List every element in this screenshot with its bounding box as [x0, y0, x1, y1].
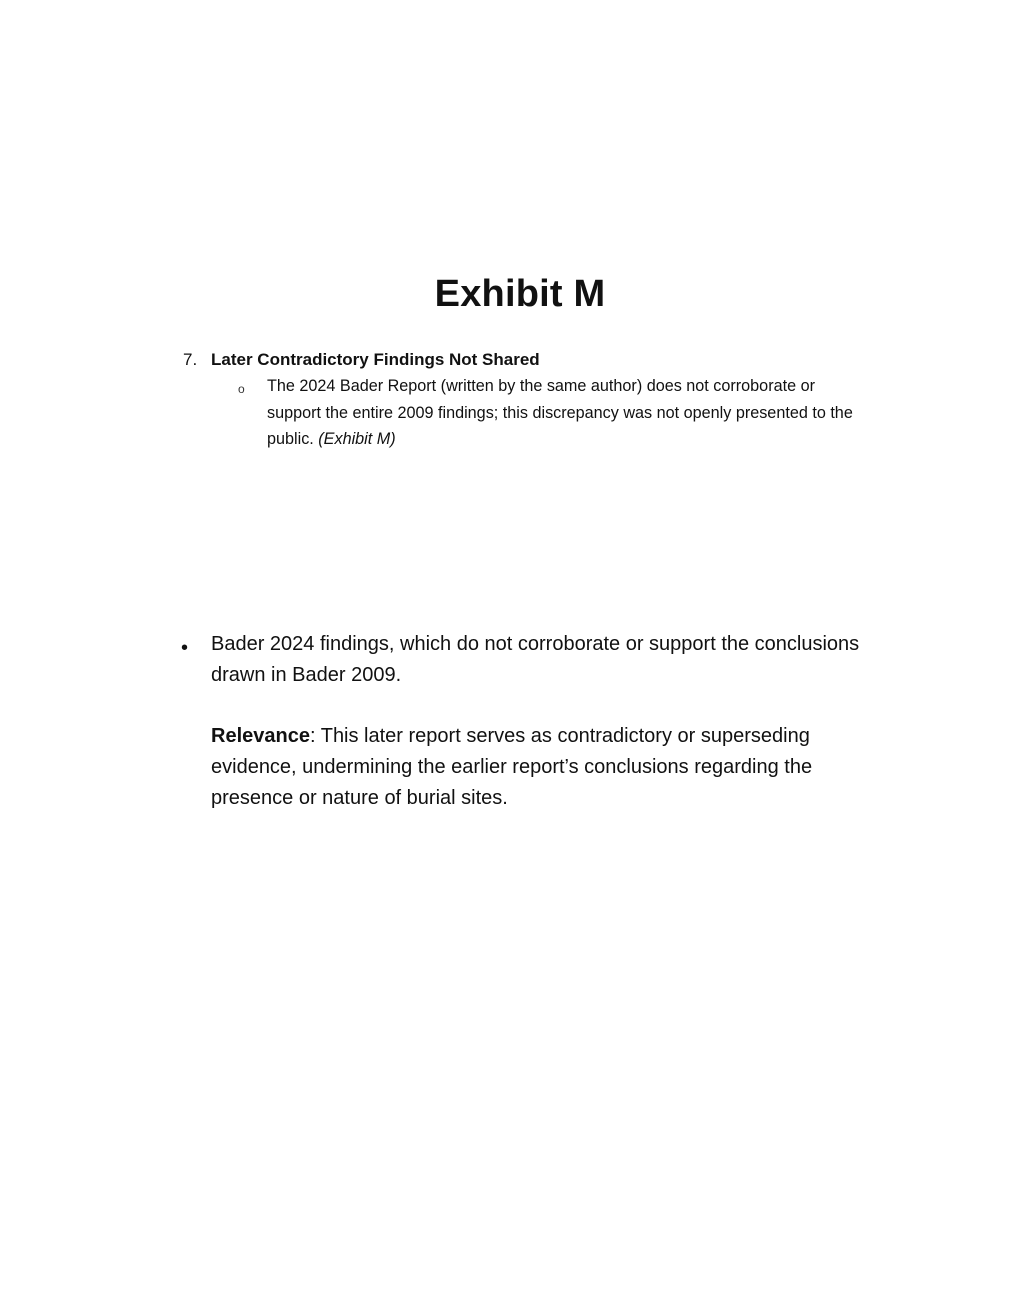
page-title: Exhibit M: [434, 273, 606, 315]
relevance-text: : This later report serves as contradictory or superseding evidence, undermining the earlier report’s conclusions regarding the presence or nature of burial sites.: [211, 725, 813, 809]
sub-item-text: [267, 373, 867, 453]
sub-bullet-marker: o: [238, 382, 245, 396]
exhibit-citation: (Exhibit M): [318, 430, 396, 448]
relevance-label: Relevance: [211, 725, 310, 747]
bullet-marker: •: [181, 637, 189, 659]
sub-item-body: The 2024 Bader Report (written by the same author) does not corroborate or support the entire 2009 findings; this discrepancy was not openly presented to the public.: [267, 377, 853, 448]
list-number: 7.: [183, 350, 198, 369]
bullet-text: Bader 2024 findings, which do not corroborate or support the conclusions drawn in Bader 2009.: [211, 633, 860, 686]
relevance-paragraph: [211, 721, 861, 814]
item-heading: Later Contradictory Findings Not Shared: [211, 350, 540, 369]
